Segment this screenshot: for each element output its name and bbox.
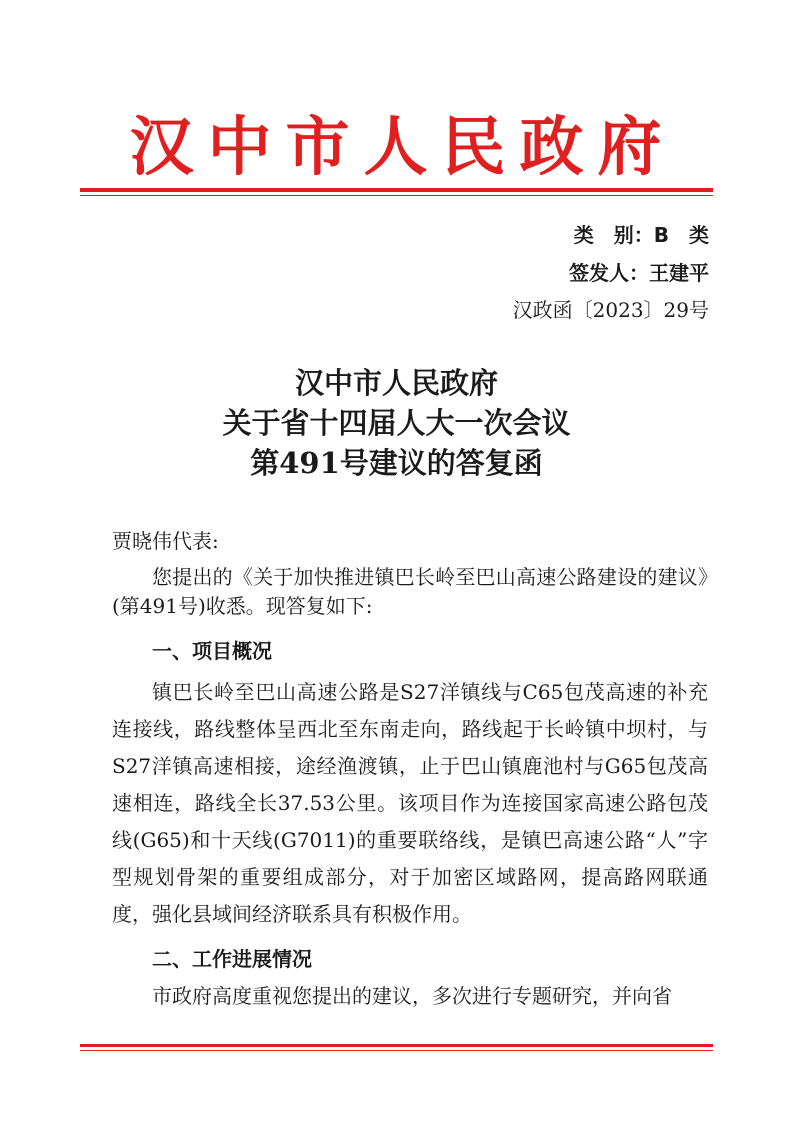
footer-rule-thin — [80, 1050, 713, 1051]
paragraph-work-progress: 市政府高度重视您提出的建议，多次进行专题研究，并向省 — [152, 984, 672, 1008]
section-heading-work-progress: 二、工作进展情况 — [152, 947, 312, 971]
issuer-letterhead: 汉中市人民政府 — [129, 110, 676, 185]
paragraph-intro: 您提出的《关于加快推进镇巴长岭至巴山高速公路建设的建议》(第491号)收悉。现答复如下: — [112, 565, 708, 618]
letterhead-rule-thin — [80, 195, 713, 196]
paragraph-project-overview: 镇巴长岭至巴山高速公路是S27洋镇线与C65包茂高速的补充连接线，路线整体呈西北至东南走向，路线起于长岭镇中坝村，与S27洋镇高速相接，途经渔渡镇，止于巴山镇鹿池村与G65包茂高速相连，路线全长37.53公里。该项目作为连接国家高速公路包茂线(G65)和十天线(G7011)的重要联络线，是镇巴高速公路“人”字型规划骨架的重要组成部分，对于加密区域路网，提高路网联通度，强化县域间经济联系具有积极作用。 — [112, 680, 708, 926]
document-title-line-2: 关于省十四届人大一次会议 — [222, 406, 571, 440]
footer-rule-thick — [80, 1044, 713, 1047]
section-heading-project-overview: 一、项目概况 — [152, 639, 272, 663]
letterhead-rule-thick — [80, 188, 713, 192]
document-signer: 签发人：王建平 — [569, 261, 709, 285]
document-category: 类 别：B 类 — [573, 223, 709, 247]
salutation: 贾晓伟代表: — [112, 529, 219, 553]
document-title-line-1: 汉中市人民政府 — [294, 366, 498, 400]
document-title-line-3: 第491号建议的答复函 — [250, 446, 543, 480]
document-number: 汉政函〔2023〕29号 — [512, 298, 709, 322]
